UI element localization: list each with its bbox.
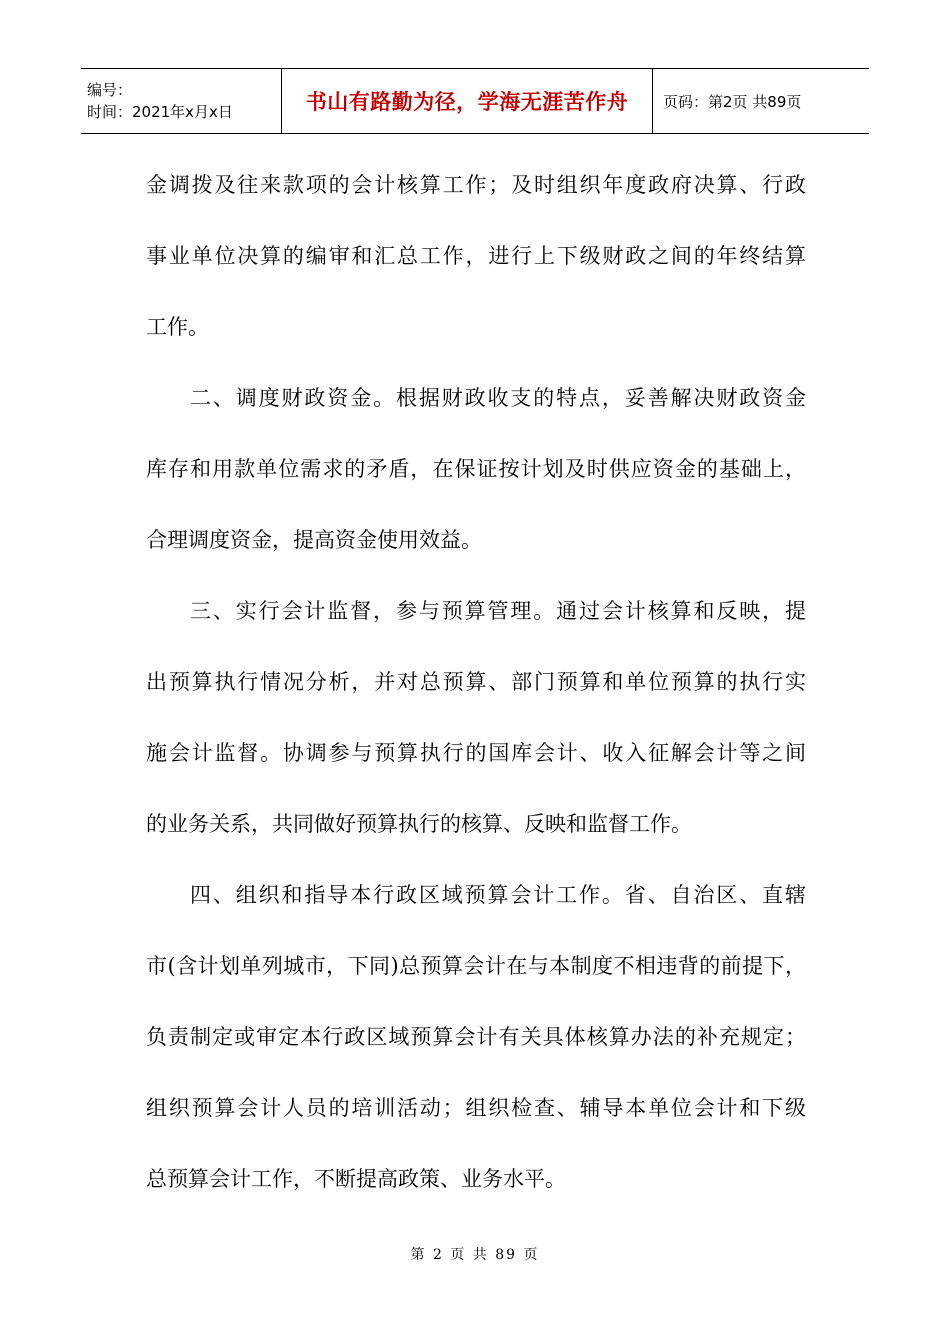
header-motto-cell: [282, 69, 653, 133]
text-line: 事业单位决算的编审和汇总工作，进行上下级财政之间的年终结算: [146, 244, 808, 268]
document-number-label: 编号：: [87, 81, 133, 99]
text-line: 市(含计划单列城市，下同)总预算会计在与本制度不相违背的前提下，: [146, 954, 807, 978]
document-time-label: 时间：2021年x月x日: [87, 103, 233, 121]
text-line: 施会计监督。协调参与预算执行的国库会计、收入征解会计等之间: [146, 741, 808, 765]
text-line: 四、组织和指导本行政区域预算会计工作。省、自治区、直辖: [190, 883, 808, 907]
text-line: 合理调度资金，提高资金使用效益。: [146, 528, 482, 552]
text-line: 库存和用款单位需求的矛盾，在保证按计划及时供应资金的基础上，: [146, 457, 808, 481]
text-line: 负责制定或审定本行政区域预算会计有关具体核算办法的补充规定；: [146, 1025, 808, 1049]
text-line: 出预算执行情况分析，并对总预算、部门预算和单位预算的执行实: [146, 670, 808, 694]
header-page-info: 页码：第2页 共89页: [663, 92, 802, 111]
text-line: 的业务关系，共同做好预算执行的核算、反映和监督工作。: [146, 812, 692, 836]
header-motto: 书山有路勤为径，学海无涯苦作舟: [305, 90, 629, 114]
text-line: 工作。: [146, 315, 209, 339]
body-text: [146, 150, 806, 1215]
text-line: 组织预算会计人员的培训活动；组织检查、辅导本单位会计和下级: [146, 1096, 808, 1120]
header-page-cell: [653, 69, 869, 133]
footer-page-number: 第 2 页 共 89 页: [410, 1247, 540, 1263]
text-line: 总预算会计工作，不断提高政策、业务水平。: [146, 1167, 566, 1191]
page-header: [81, 68, 869, 134]
page-footer: [0, 1244, 950, 1264]
header-meta-cell: [81, 69, 282, 133]
text-line: 二、调度财政资金。根据财政收支的特点，妥善解决财政资金: [190, 386, 808, 410]
text-line: 三、实行会计监督，参与预算管理。通过会计核算和反映，提: [190, 599, 808, 623]
text-line: 金调拨及往来款项的会计核算工作；及时组织年度政府决算、行政: [146, 173, 808, 197]
